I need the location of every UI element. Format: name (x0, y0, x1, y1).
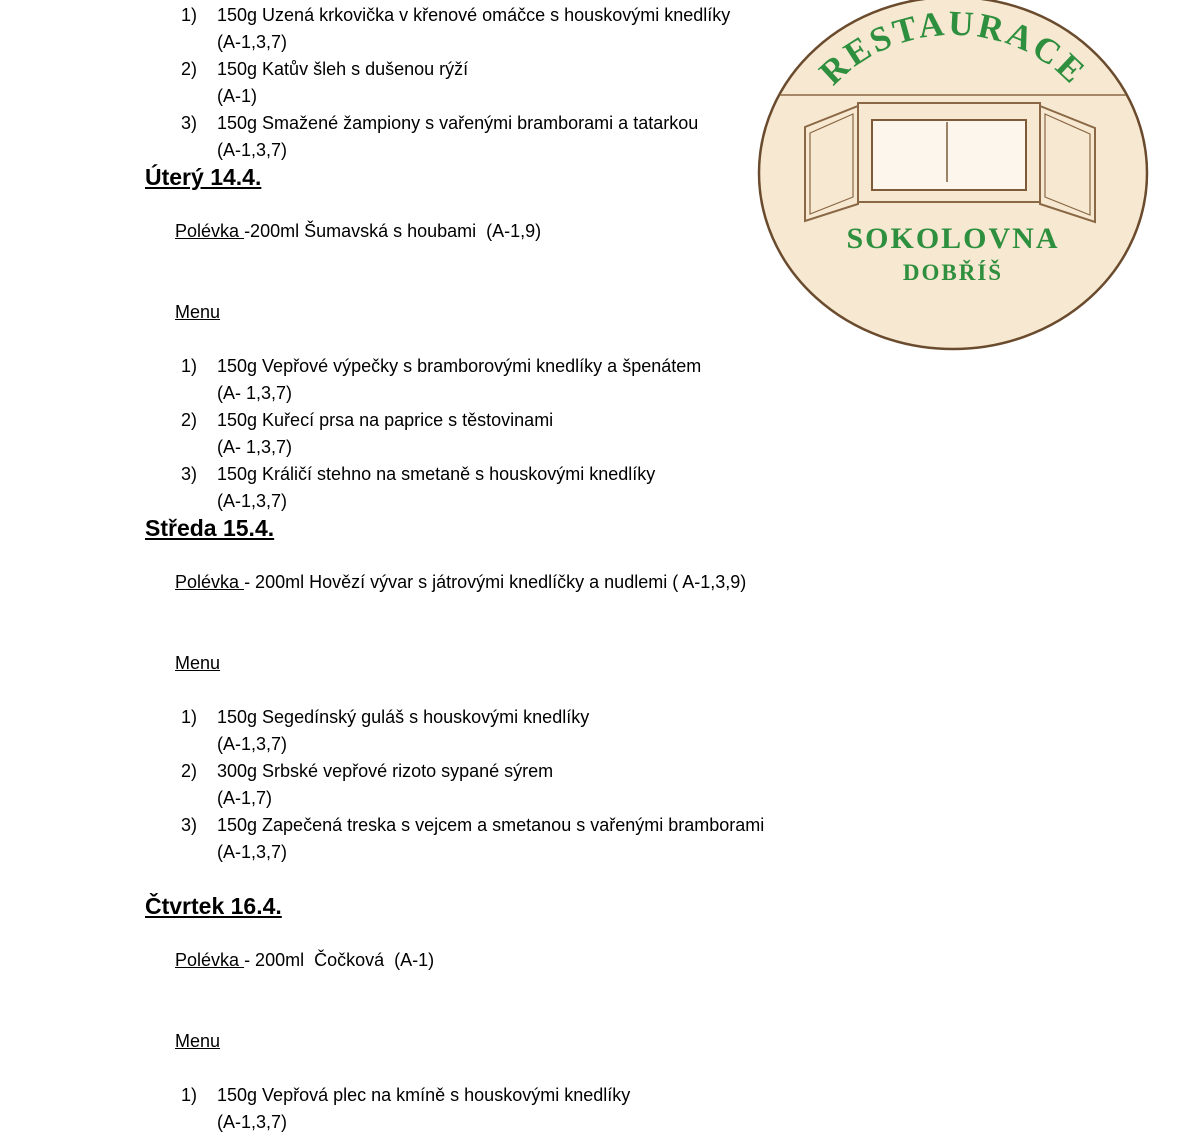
item-allergens: (A- 1,3,7) (217, 383, 293, 403)
day-items (145, 1082, 885, 1136)
item-allergens: (A-1,3,7) (217, 842, 288, 862)
day-items (145, 353, 885, 515)
menu-item-row (145, 704, 885, 731)
item-number: 1) (181, 1085, 198, 1105)
item-text: 150g Segedínský guláš s houskovými knedlíky (217, 707, 590, 727)
soup-label: Polévka (175, 221, 245, 241)
item-number: 1) (181, 5, 198, 25)
item-allergens: (A-1,3,7) (217, 32, 288, 52)
menu-item-row (145, 812, 885, 839)
menu-item-row (145, 1082, 885, 1109)
soup-label: Polévka (175, 950, 245, 970)
item-number: 2) (181, 410, 198, 430)
menu-item-row (145, 407, 885, 434)
menu-label: Menu (175, 1031, 221, 1051)
item-text: 150g Kuřecí prsa na paprice s těstovinami (217, 410, 554, 430)
menu-item (145, 758, 885, 812)
item-text: 150g Vepřové výpečky s bramborovými knedlíky a špenátem (217, 356, 702, 376)
soup-text: -200ml Šumavská s houbami (A-1,9) (244, 221, 542, 241)
item-allergens: (A-1,3,7) (217, 491, 288, 511)
window-pane (872, 120, 1026, 190)
menu-item (145, 812, 885, 866)
item-text: 150g Katův šleh s dušenou rýží (217, 59, 469, 79)
menu-item-row (145, 461, 885, 488)
item-number: 2) (181, 59, 198, 79)
day-heading: Středa 15.4. (145, 515, 275, 541)
item-text: 150g Uzená krkovička v křenové omáčce s houskovými knedlíky (217, 5, 731, 25)
day-heading: Úterý 14.4. (145, 164, 262, 190)
logo-arc-text-path: RESTAURACE (811, 3, 1095, 93)
item-allergens: (A-1) (217, 86, 257, 106)
day-items (145, 704, 885, 866)
item-allergens: (A-1,3,7) (217, 140, 288, 160)
item-text: 300g Srbské vepřové rizoto sypané sýrem (217, 761, 554, 781)
item-number: 2) (181, 761, 198, 781)
menu-item-row (145, 758, 885, 785)
menu-label: Menu (175, 653, 221, 673)
menu-label-line (145, 1001, 885, 1082)
item-allergens: (A-1,3,7) (217, 1112, 288, 1132)
menu-item (145, 1082, 885, 1136)
menu-label-line (145, 623, 885, 704)
item-number: 3) (181, 815, 198, 835)
item-allergens: (A-1,7) (217, 788, 273, 808)
menu-item (145, 704, 885, 758)
day-heading: Čtvrtek 16.4. (145, 893, 282, 919)
soup-label: Polévka (175, 572, 245, 592)
menu-label: Menu (175, 302, 221, 322)
item-number: 3) (181, 464, 198, 484)
item-text: 150g Králičí stehno na smetaně s houskovými knedlíky (217, 464, 656, 484)
soup-line (145, 920, 885, 1001)
item-number: 3) (181, 113, 198, 133)
item-allergens: (A-1,3,7) (217, 734, 288, 754)
day-section (145, 515, 885, 866)
menu-item (145, 461, 885, 515)
soup-text: - 200ml Čočková (A-1) (244, 950, 435, 970)
menu-item (145, 407, 885, 461)
item-number: 1) (181, 707, 198, 727)
logo-city-text: DOBŘÍŠ (902, 260, 1004, 285)
item-number: 1) (181, 356, 198, 376)
item-text: 150g Zapečená treska s vejcem a smetanou s vařenými bramborami (217, 815, 765, 835)
item-allergens: (A- 1,3,7) (217, 437, 293, 457)
day-section (145, 893, 885, 1136)
soup-line (145, 542, 885, 623)
restaurant-logo (740, 0, 1180, 370)
logo-name-text: SOKOLOVNA (846, 222, 1060, 255)
item-text: 150g Smažené žampiony s vařenými bramborami a tatarkou (217, 113, 699, 133)
soup-text: - 200ml Hovězí vývar s játrovými knedlíčky a nudlemi ( A-1,3,9) (244, 572, 747, 592)
item-text: 150g Vepřová plec na kmíně s houskovými knedlíky (217, 1085, 631, 1105)
